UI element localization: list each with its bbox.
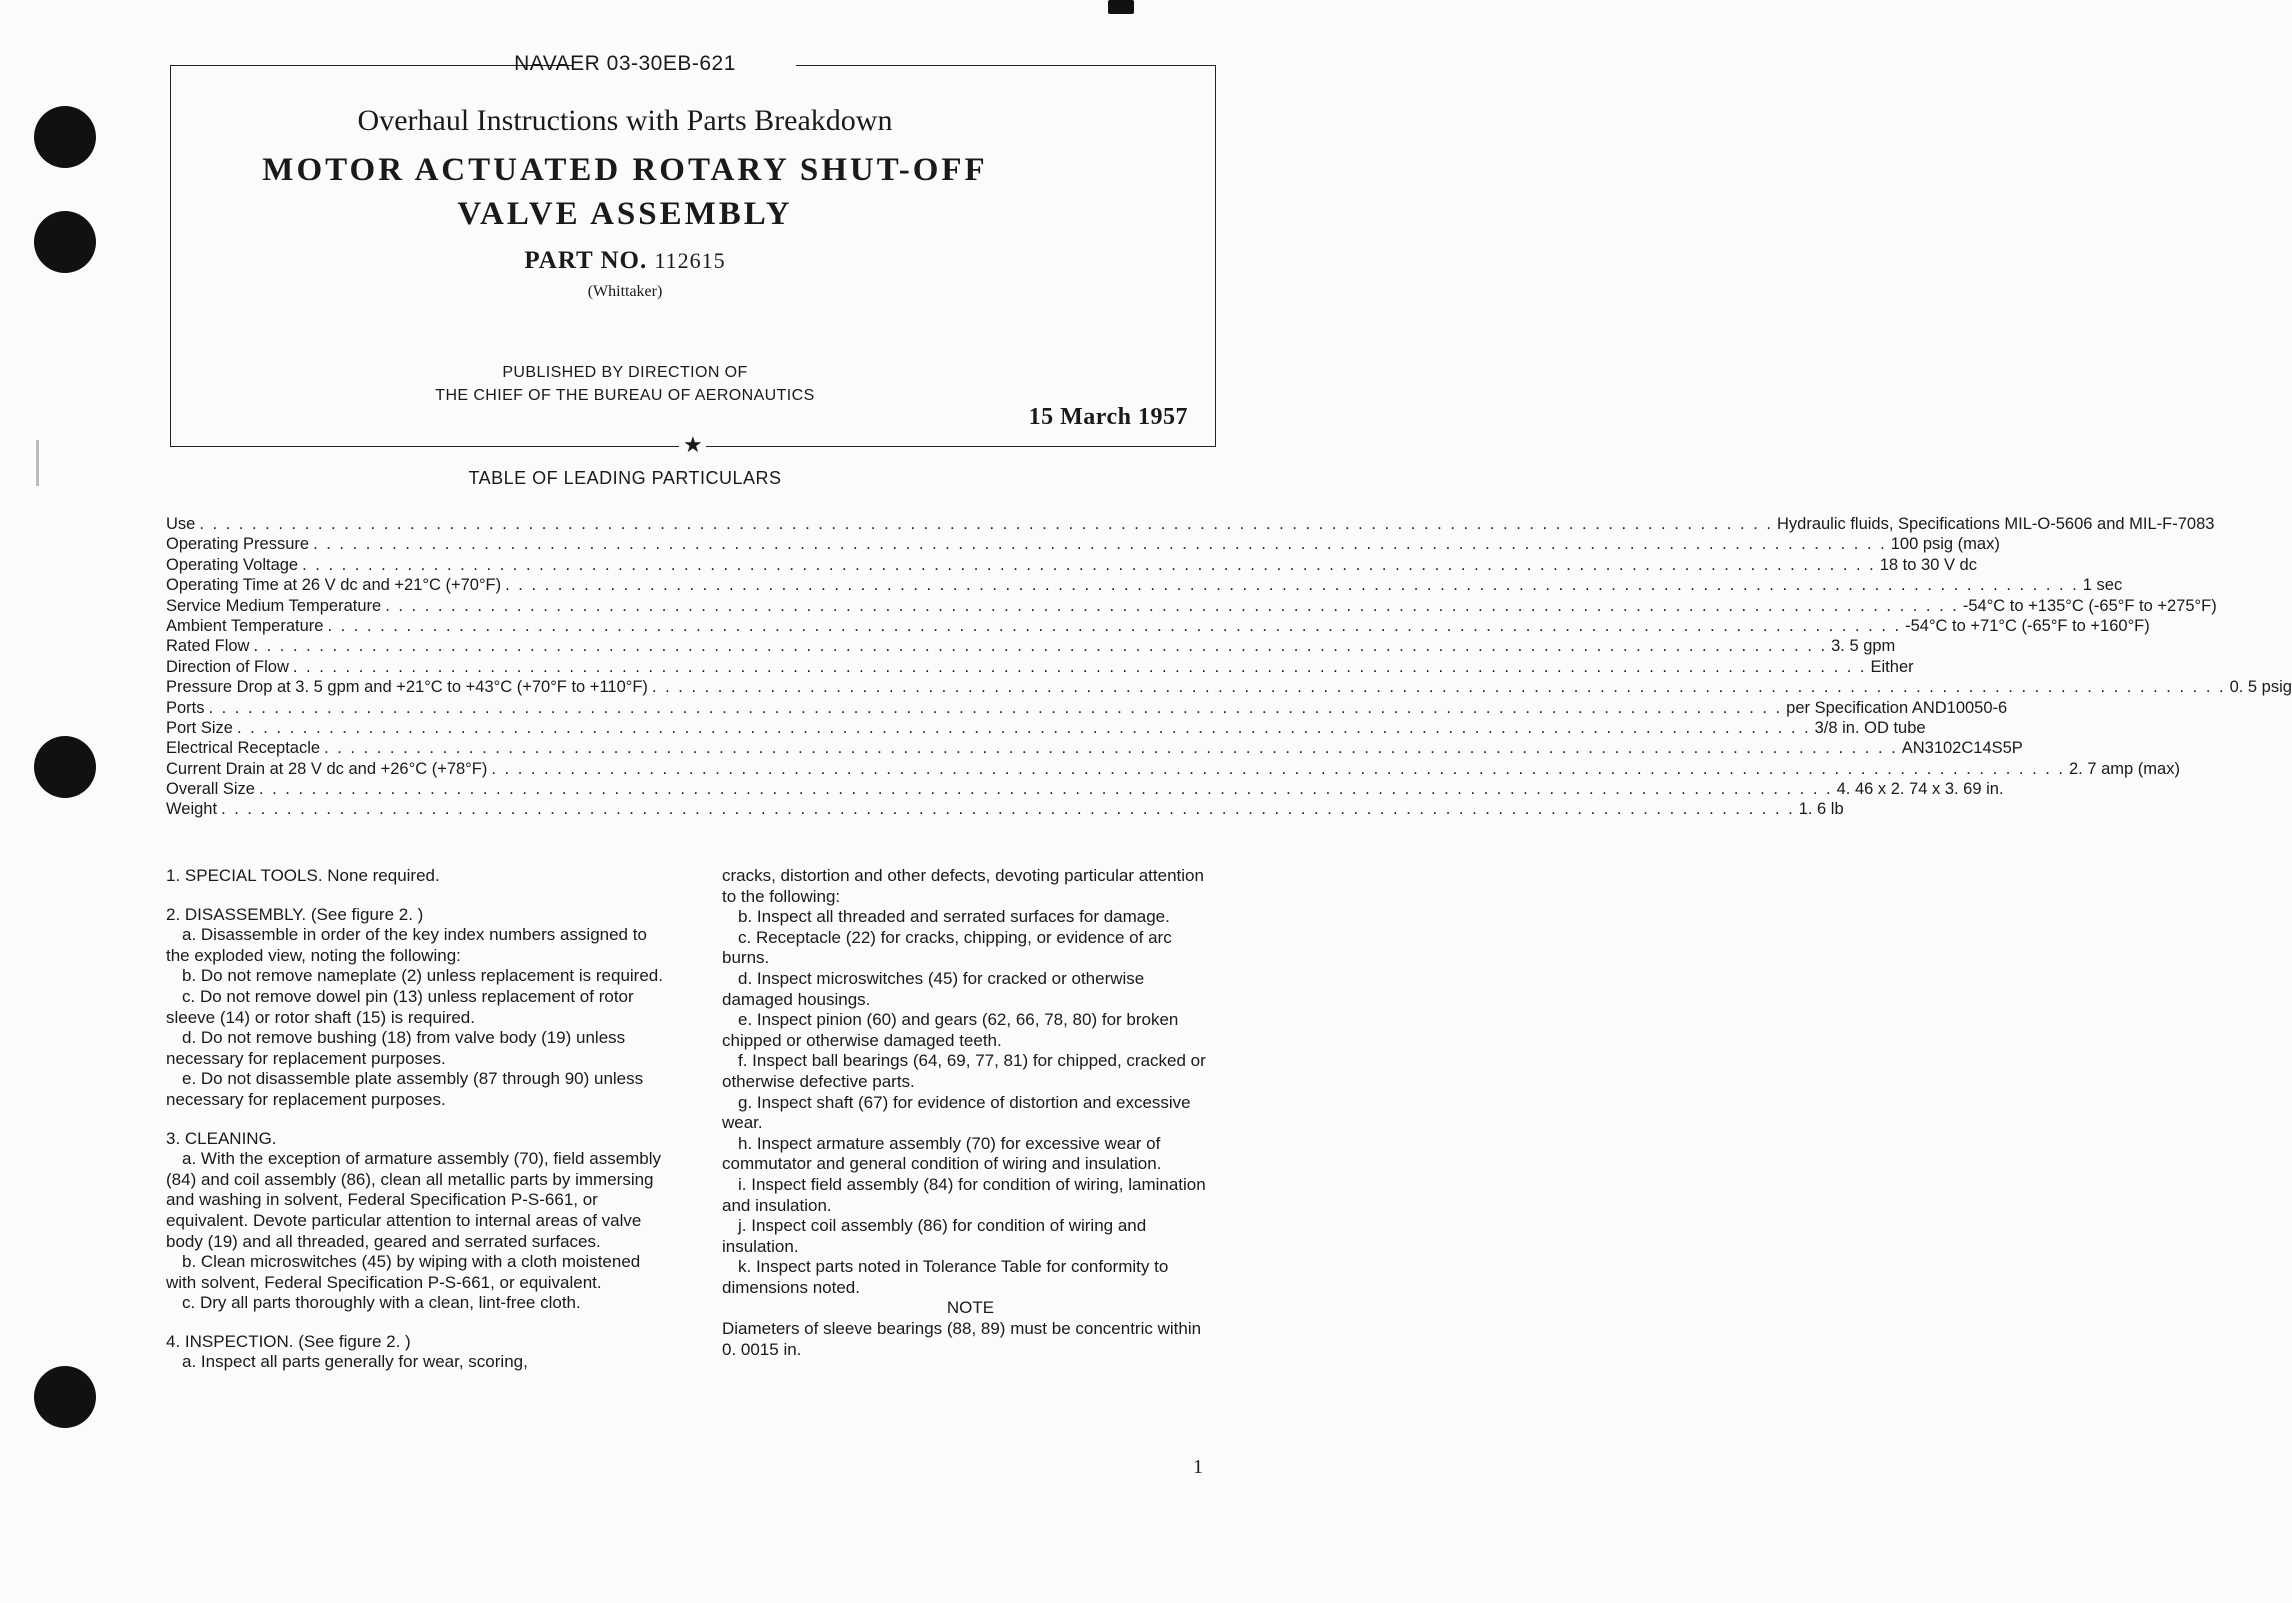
particulars-value: -54°C to +135°C (-65°F to +275°F) [1962, 596, 2217, 615]
particulars-row [166, 698, 2008, 718]
particulars-table [166, 514, 2292, 820]
paragraph: c. Dry all parts thoroughly with a clean, lint-free cloth. [182, 1293, 581, 1313]
paragraph: c. Receptacle (22) for cracks, chipping, or evidence of arc burns. [722, 927, 1172, 968]
binder-hole-4 [34, 1366, 96, 1428]
note-body: Diameters of sleeve bearings (88, 89) must be concentric within 0. 0015 in. [722, 1319, 1202, 1359]
particulars-value: per Specification AND10050-6 [1786, 698, 2008, 717]
paragraph: c. Do not remove dowel pin (13) unless replacement of rotor sleeve (14) or rotor shaft (15) is required. [166, 986, 634, 1027]
right-column [722, 866, 1219, 1360]
binder-hole-3 [34, 736, 96, 798]
particulars-label: Electrical Receptacle [166, 739, 321, 758]
document-number: NAVAER 03-30EB-621 [514, 52, 736, 75]
particulars-label: Use [166, 515, 196, 533]
dot-leader: . . . . . . . . . . . . . . . . . . . . . . . . . . . . . . . . . . . . . . . . . . . . . . . . . . . . . . . . . . . . . . . . . . . . . . . . . . . . . . . . . . . . . . . . . . . . . . . . . . . . . . . . . . . . . . . . . . . . . . . . [324, 739, 1898, 758]
paragraph: a. With the exception of armature assembly (70), field assembly (84) and coil assembly (86), clean all metallic parts by immersing and washing in solvent, Federal Specification P-S-661, or equivalent. Devote particular attention to internal areas of valve body (19) and all threaded, geared and serrated surfaces. [166, 1149, 662, 1251]
particulars-row [166, 575, 2123, 595]
section-special-tools: 1. SPECIAL TOOLS. None required. [166, 866, 440, 885]
dot-leader: . . . . . . . . . . . . . . . . . . . . . . . . . . . . . . . . . . . . . . . . . . . . . . . . . . . . . . . . . . . . . . . . . . . . . . . . . . . . . . . . . . . . . . . . . . . . . . . . . . . . . . . . . . . . . . . . . . . . . . . . [491, 759, 2065, 778]
page-number: 1 [1193, 1456, 1203, 1478]
paragraph: b. Inspect all threaded and serrated surfaces for damage. [738, 907, 1170, 927]
note-heading: NOTE [946, 1298, 995, 1318]
part-number: 112615 [654, 248, 726, 273]
particulars-label: Current Drain at 28 V dc and +26°C (+78°F) [166, 759, 488, 778]
particulars-row [166, 779, 2004, 799]
particulars-row [166, 534, 2000, 554]
particulars-value: 1 sec [2082, 576, 2123, 595]
particulars-value: Hydraulic fluids, Specifications MIL-O-5606 and MIL-F-7083 [1776, 515, 2215, 533]
header-rule-bottom-right [706, 446, 1216, 447]
paragraph: g. Inspect shaft (67) for evidence of distortion and excessive wear. [722, 1092, 1191, 1133]
particulars-row [166, 759, 2180, 779]
particulars-value: -54°C to +71°C (-65°F to +160°F) [1905, 616, 2150, 635]
title-line-2: MOTOR ACTUATED ROTARY SHUT-OFF [262, 152, 988, 188]
dot-leader: . . . . . . . . . . . . . . . . . . . . . . . . . . . . . . . . . . . . . . . . . . . . . . . . . . . . . . . . . . . . . . . . . . . . . . . . . . . . . . . . . . . . . . . . . . . . . . . . . . . . . . . . . . . . . . . . . . . . . . . . [302, 555, 1876, 574]
particulars-label: Ports [166, 698, 205, 717]
paragraph: d. Do not remove bushing (18) from valve body (19) unless necessary for replacement purposes. [166, 1028, 626, 1068]
paragraph: h. Inspect armature assembly (70) for excessive wear of commutator and general condition of wiring and insulation. [722, 1133, 1162, 1174]
section-inspection-heading: 4. INSPECTION. (See figure 2. ) [166, 1331, 411, 1351]
dot-leader: . . . . . . . . . . . . . . . . . . . . . . . . . . . . . . . . . . . . . . . . . . . . . . . . . . . . . . . . . . . . . . . . . . . . . . . . . . . . . . . . . . . . . . . . . . . . . . . . . . . . . . . . . . . . . . . . . . . . . . . . [292, 657, 1867, 676]
part-number-line [0, 247, 1250, 275]
paragraph: k. Inspect parts noted in Tolerance Table for conformity to dimensions noted. [722, 1257, 1169, 1297]
particulars-row [166, 596, 2217, 616]
paragraph: i. Inspect field assembly (84) for condition of wiring, lamination and insulation. [722, 1174, 1206, 1215]
particulars-label: Operating Time at 26 V dc and +21°C (+70°F) [166, 576, 502, 595]
particulars-value: 2. 7 amp (max) [2069, 759, 2180, 778]
particulars-value: 3. 5 gpm [1831, 637, 1896, 656]
particulars-row [166, 514, 2215, 534]
particulars-value: AN3102C14S5P [1901, 739, 2023, 758]
scan-mark [1108, 0, 1134, 14]
dot-leader: . . . . . . . . . . . . . . . . . . . . . . . . . . . . . . . . . . . . . . . . . . . . . . . . . . . . . . . . . . . . . . . . . . . . . . . . . . . . . . . . . . . . . . . . . . . . . . . . . . . . . . . . . . . . . . . . . . . . . . . . [253, 637, 1828, 656]
manufacturer: (Whittaker) [587, 283, 663, 300]
dot-leader: . . . . . . . . . . . . . . . . . . . . . . . . . . . . . . . . . . . . . . . . . . . . . . . . . . . . . . . . . . . . . . . . . . . . . . . . . . . . . . . . . . . . . . . . . . . . . . . . . . . . . . . . . . . . . . . . . . . . . . . . [221, 800, 1795, 819]
particulars-row [166, 677, 2292, 697]
title-line-3: VALVE ASSEMBLY [457, 196, 793, 232]
particulars-row [166, 738, 2023, 758]
paragraph: b. Clean microswitches (45) by wiping with a cloth moistened with solvent, Federal Specification P-S-661, or equivalent. [166, 1252, 641, 1292]
particulars-row [166, 616, 2150, 636]
particulars-label: Service Medium Temperature [166, 596, 382, 615]
particulars-value: 18 to 30 V dc [1879, 555, 1977, 574]
paragraph: cracks, distortion and other defects, devoting particular attention to the following: [722, 866, 1204, 906]
particulars-label: Ambient Temperature [166, 616, 324, 635]
particulars-label: Overall Size [166, 780, 255, 799]
left-column [166, 866, 664, 1373]
particulars-label: Weight [166, 800, 218, 819]
particulars-row [166, 799, 1844, 819]
particulars-label: Port Size [166, 718, 233, 737]
particulars-value: 3/8 in. OD tube [1814, 718, 1926, 737]
particulars-label: Operating Voltage [166, 555, 299, 574]
particulars-value: 1. 6 lb [1798, 800, 1844, 819]
paragraph: a. Inspect all parts generally for wear, scoring, [182, 1352, 528, 1372]
dot-leader: . . . . . . . . . . . . . . . . . . . . . . . . . . . . . . . . . . . . . . . . . . . . . . . . . . . . . . . . . . . . . . . . . . . . . . . . . . . . . . . . . . . . . . . . . . . . . . . . . . . . . . . . . . . . . . . . . . . . . . . . [505, 576, 2079, 595]
particulars-label: Rated Flow [166, 637, 250, 656]
particulars-row [166, 718, 1926, 738]
paragraph: e. Do not disassemble plate assembly (87 through 90) unless necessary for replacement purposes. [166, 1069, 644, 1109]
published-by-line-2: THE CHIEF OF THE BUREAU OF AERONAUTICS [435, 387, 815, 404]
dot-leader: . . . . . . . . . . . . . . . . . . . . . . . . . . . . . . . . . . . . . . . . . . . . . . . . . . . . . . . . . . . . . . . . . . . . . . . . . . . . . . . . . . . . . . . . . . . . . . . . . . . . . . . . . . . . . . . . . . . . . . . . [327, 616, 1902, 635]
paragraph: j. Inspect coil assembly (86) for condition of wiring and insulation. [722, 1216, 1147, 1256]
published-by-line-1: PUBLISHED BY DIRECTION OF [502, 364, 748, 381]
paragraph: e. Inspect pinion (60) and gears (62, 66, 78, 80) for broken chipped or otherwise damaged teeth. [722, 1010, 1179, 1050]
title-line-1: Overhaul Instructions with Parts Breakdown [357, 104, 893, 137]
dot-leader: . . . . . . . . . . . . . . . . . . . . . . . . . . . . . . . . . . . . . . . . . . . . . . . . . . . . . . . . . . . . . . . . . . . . . . . . . . . . . . . . . . . . . . . . . . . . . . . . . . . . . . . . . . . . . . . . . . . . . . . . [313, 535, 1887, 554]
paragraph: f. Inspect ball bearings (64, 69, 77, 81) for chipped, cracked or otherwise defective parts. [722, 1051, 1206, 1091]
particulars-value: 100 psig (max) [1890, 535, 2000, 554]
paragraph: d. Inspect microswitches (45) for cracked or otherwise damaged housings. [722, 968, 1145, 1009]
paragraph: a. Disassemble in order of the key index numbers assigned to the exploded view, noting the following: [166, 925, 647, 965]
publication-date: 15 March 1957 [1028, 404, 1188, 430]
dot-leader: . . . . . . . . . . . . . . . . . . . . . . . . . . . . . . . . . . . . . . . . . . . . . . . . . . . . . . . . . . . . . . . . . . . . . . . . . . . . . . . . . . . . . . . . . . . . . . . . . . . . . . . . . . . . . . . . . . . . . . . . [651, 678, 2226, 697]
dot-leader: . . . . . . . . . . . . . . . . . . . . . . . . . . . . . . . . . . . . . . . . . . . . . . . . . . . . . . . . . . . . . . . . . . . . . . . . . . . . . . . . . . . . . . . . . . . . . . . . . . . . . . . . . . . . . . . . . . . . . . . . [385, 596, 1959, 615]
dot-leader: . . . . . . . . . . . . . . . . . . . . . . . . . . . . . . . . . . . . . . . . . . . . . . . . . . . . . . . . . . . . . . . . . . . . . . . . . . . . . . . . . . . . . . . . . . . . . . . . . . . . . . . . . . . . . . . . . . . . . . . . [199, 515, 1773, 533]
dot-leader: . . . . . . . . . . . . . . . . . . . . . . . . . . . . . . . . . . . . . . . . . . . . . . . . . . . . . . . . . . . . . . . . . . . . . . . . . . . . . . . . . . . . . . . . . . . . . . . . . . . . . . . . . . . . . . . . . . . . . . . . [236, 718, 1811, 737]
dot-leader: . . . . . . . . . . . . . . . . . . . . . . . . . . . . . . . . . . . . . . . . . . . . . . . . . . . . . . . . . . . . . . . . . . . . . . . . . . . . . . . . . . . . . . . . . . . . . . . . . . . . . . . . . . . . . . . . . . . . . . . . [258, 780, 1833, 799]
particulars-row [166, 555, 1977, 575]
particulars-value: 4. 46 x 2. 74 x 3. 69 in. [1836, 780, 2004, 799]
particulars-row [166, 657, 1914, 677]
dot-leader: . . . . . . . . . . . . . . . . . . . . . . . . . . . . . . . . . . . . . . . . . . . . . . . . . . . . . . . . . . . . . . . . . . . . . . . . . . . . . . . . . . . . . . . . . . . . . . . . . . . . . . . . . . . . . . . . . . . . . . . . [208, 698, 1783, 717]
particulars-label: Pressure Drop at 3. 5 gpm and +21°C to +43°C (+70°F to +110°F) [166, 678, 648, 697]
section-cleaning-heading: 3. CLEANING. [166, 1128, 277, 1148]
particulars-label: Direction of Flow [166, 657, 289, 676]
header-rule-bottom-left [170, 446, 679, 447]
section-disassembly-heading: 2. DISASSEMBLY. (See figure 2. ) [166, 904, 424, 924]
star-icon: ★ [683, 432, 703, 457]
particulars-heading: TABLE OF LEADING PARTICULARS [468, 468, 782, 488]
paragraph: b. Do not remove nameplate (2) unless replacement is required. [182, 966, 663, 986]
particulars-value: 0. 5 psig [2229, 678, 2292, 697]
part-label: PART NO. [524, 247, 648, 274]
particulars-value: Either [1870, 657, 1914, 676]
particulars-label: Operating Pressure [166, 535, 310, 554]
particulars-row [166, 636, 1896, 656]
